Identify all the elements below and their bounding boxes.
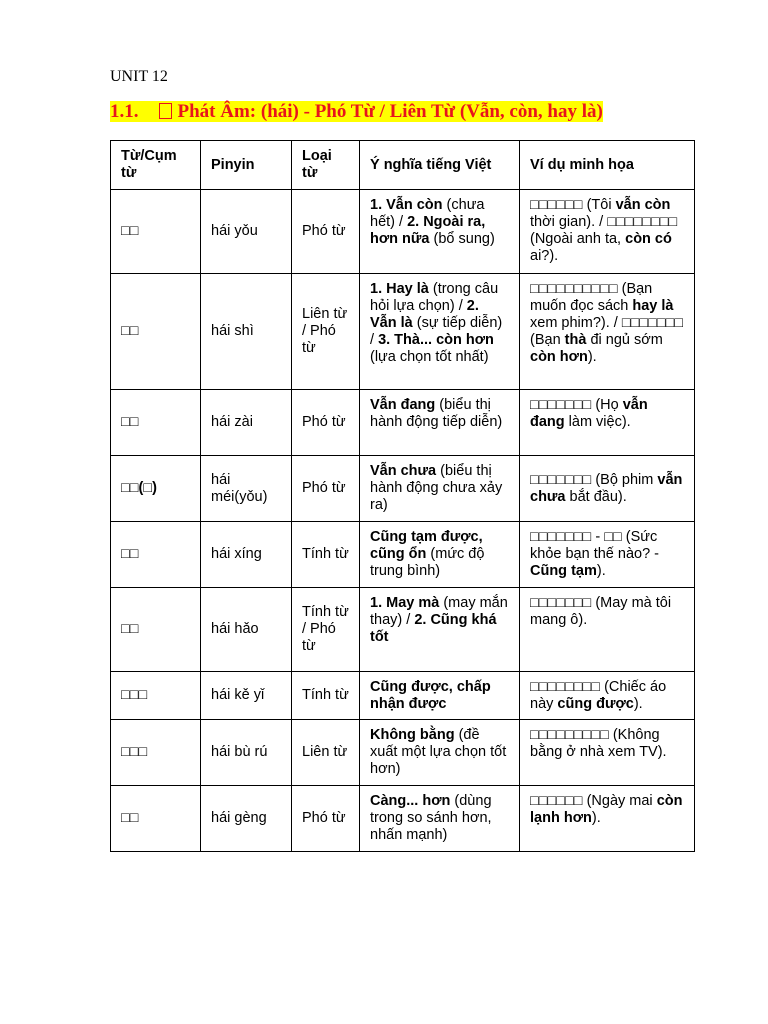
word-cell: □□□ [111,672,201,720]
pinyin-cell: hái zài [201,390,292,456]
word-cell: □□□ [111,720,201,786]
text-segment: ). [596,563,606,579]
bold-text: 1. Vẫn còn [370,197,443,213]
type-cell: Phó từ [292,456,360,522]
example-cell [520,522,695,588]
header-example: Ví dụ minh họa [520,141,695,190]
text-segment: (biểu thị hành động tiếp diễn) [370,397,503,430]
text-segment: (trong câu hỏi lựa chọn) / [370,281,499,314]
table-row [111,672,695,720]
table-row [111,588,695,672]
text-segment: □□□□□□ (Tôi [530,197,616,213]
text-segment: □□□□□□ (Ngày mai [530,793,657,809]
bold-text: hay là [632,298,674,314]
table-row [111,190,695,274]
bold-text: Cũng được, chấp nhận được [370,678,491,712]
text-segment: xem phim?). / □□□□□□□ (Bạn [530,315,684,348]
section-highlight [110,101,603,122]
text-segment: làm việc). [564,414,631,430]
text-segment: ). [587,349,597,365]
text-segment: ). [633,695,643,712]
text-segment: □□□□□□□ (Họ [530,397,623,413]
header-word: Từ/Cụm từ [111,141,201,190]
pinyin-cell: hái kě yǐ [201,672,292,720]
bold-text: vẫn đang [530,397,648,430]
example-cell [520,190,695,274]
bold-text: Càng... hơn [370,793,451,809]
text-segment: □□□□□□□ (May mà tôi mang ô). [530,595,672,628]
meaning-cell [360,190,520,274]
meaning-cell [360,456,520,522]
meaning-cell [360,274,520,390]
header-pinyin: Pinyin [201,141,292,190]
bold-text: 3. Thà... còn hơn [378,332,494,348]
pinyin-cell: hái bù rú [201,720,292,786]
text-segment: (bổ sung) [429,231,495,247]
section-heading [110,101,603,123]
bold-text: cũng được [557,695,634,712]
text-segment: ai?). [530,248,559,264]
bold-text: Cũng tạm được, cũng ổn [370,529,483,562]
example-cell [520,456,695,522]
vocabulary-table [110,140,695,852]
bold-text: Không bằng [370,727,455,743]
meaning-cell [360,720,520,786]
meaning-cell [360,522,520,588]
bold-text: 2. Ngoài ra, hơn nữa [370,214,486,247]
example-cell [520,390,695,456]
word-cell: □□ [111,274,201,390]
example-cell [520,274,695,390]
text-segment: □□□□□□□□ (Chiếc áo này [530,678,667,712]
example-cell [520,786,695,852]
text-segment: đi ngủ sớm [586,332,663,348]
pinyin-cell: hái yǒu [201,190,292,274]
table-row [111,274,695,390]
pinyin-cell: hái méi(yǒu) [201,456,292,522]
word-cell: □□ [111,190,201,274]
bold-text: vẫn chưa [530,471,683,505]
text-segment: (chưa hết) / [370,197,485,230]
meaning-cell [360,390,520,456]
text-segment: bắt đầu). [565,488,627,505]
bold-text: 1. Hay là [370,281,429,297]
example-cell [520,672,695,720]
pinyin-cell: hái shì [201,274,292,390]
section-number: 1.1. [110,101,139,122]
missing-glyph-icon [159,103,172,119]
bold-text: Cũng tạm [530,563,597,579]
bold-text: còn có [625,231,672,247]
word-cell: □□ [111,786,201,852]
type-cell: Tính từ [292,672,360,720]
bold-text: Vẫn đang [370,397,436,413]
type-cell: Tính từ [292,522,360,588]
pinyin-cell: hái hǎo [201,588,292,672]
text-segment: □□□□□□□□□ (Không bằng ở nhà xem TV). [530,727,667,760]
text-segment: (biểu thị hành động chưa xảy ra) [370,463,503,513]
table-row [111,456,695,522]
type-cell: Tính từ / Phó từ [292,588,360,672]
word-cell: □□(□) [111,456,201,522]
table-row [111,390,695,456]
type-cell: Phó từ [292,786,360,852]
header-type: Loại từ [292,141,360,190]
bold-text: 2. Vẫn là [370,298,479,331]
pinyin-cell: hái xíng [201,522,292,588]
bold-text: Vẫn chưa [370,463,437,479]
table-row [111,786,695,852]
text-segment: (đề xuất một lựa chọn tốt hơn) [370,727,507,777]
text-segment: (mức độ trung bình) [370,546,485,579]
table-row [111,522,695,588]
meaning-cell [360,588,520,672]
example-cell [520,720,695,786]
text-segment: □□□□□□□ (Bộ phim [530,471,658,488]
text-segment: ). [591,810,601,826]
table-row [111,720,695,786]
bold-text: thà [564,332,587,348]
meaning-cell [360,672,520,720]
word-cell: □□ [111,390,201,456]
bold-text: vẫn còn [615,197,671,213]
text-segment: □□□□□□□□□□ (Bạn muốn đọc sách [530,281,653,314]
text-segment: (may mắn thay) / [370,595,508,628]
type-cell: Liên từ / Phó từ [292,274,360,390]
text-segment: thời gian). / □□□□□□□□ (Ngoài anh ta, [530,214,678,247]
unit-title: UNIT 12 [110,68,168,85]
word-cell: □□ [111,588,201,672]
type-cell: Phó từ [292,190,360,274]
bold-text: còn lạnh hơn [530,793,683,826]
header-meaning: Ý nghĩa tiếng Việt [360,141,520,190]
meaning-cell [360,786,520,852]
bold-text: còn hơn [530,349,588,365]
word-cell: □□ [111,522,201,588]
text-segment: (lựa chọn tốt nhất) [370,349,489,365]
pinyin-cell: hái gèng [201,786,292,852]
text-segment: (dùng trong so sánh hơn, nhấn mạnh) [370,793,492,843]
text-segment: □□□□□□□ - □□ (Sức khỏe bạn thế nào? - [530,529,659,562]
type-cell: Liên từ [292,720,360,786]
text-segment: (sự tiếp diễn) / [370,315,503,348]
example-cell [520,588,695,672]
bold-text: 2. Cũng khá tốt [370,612,497,645]
bold-text: 1. May mà [370,595,440,611]
section-title: Phát Âm: (hái) - Phó Từ / Liên Từ (Vẫn, còn, hay là) [177,101,603,122]
table-header-row [111,141,695,190]
type-cell: Phó từ [292,390,360,456]
